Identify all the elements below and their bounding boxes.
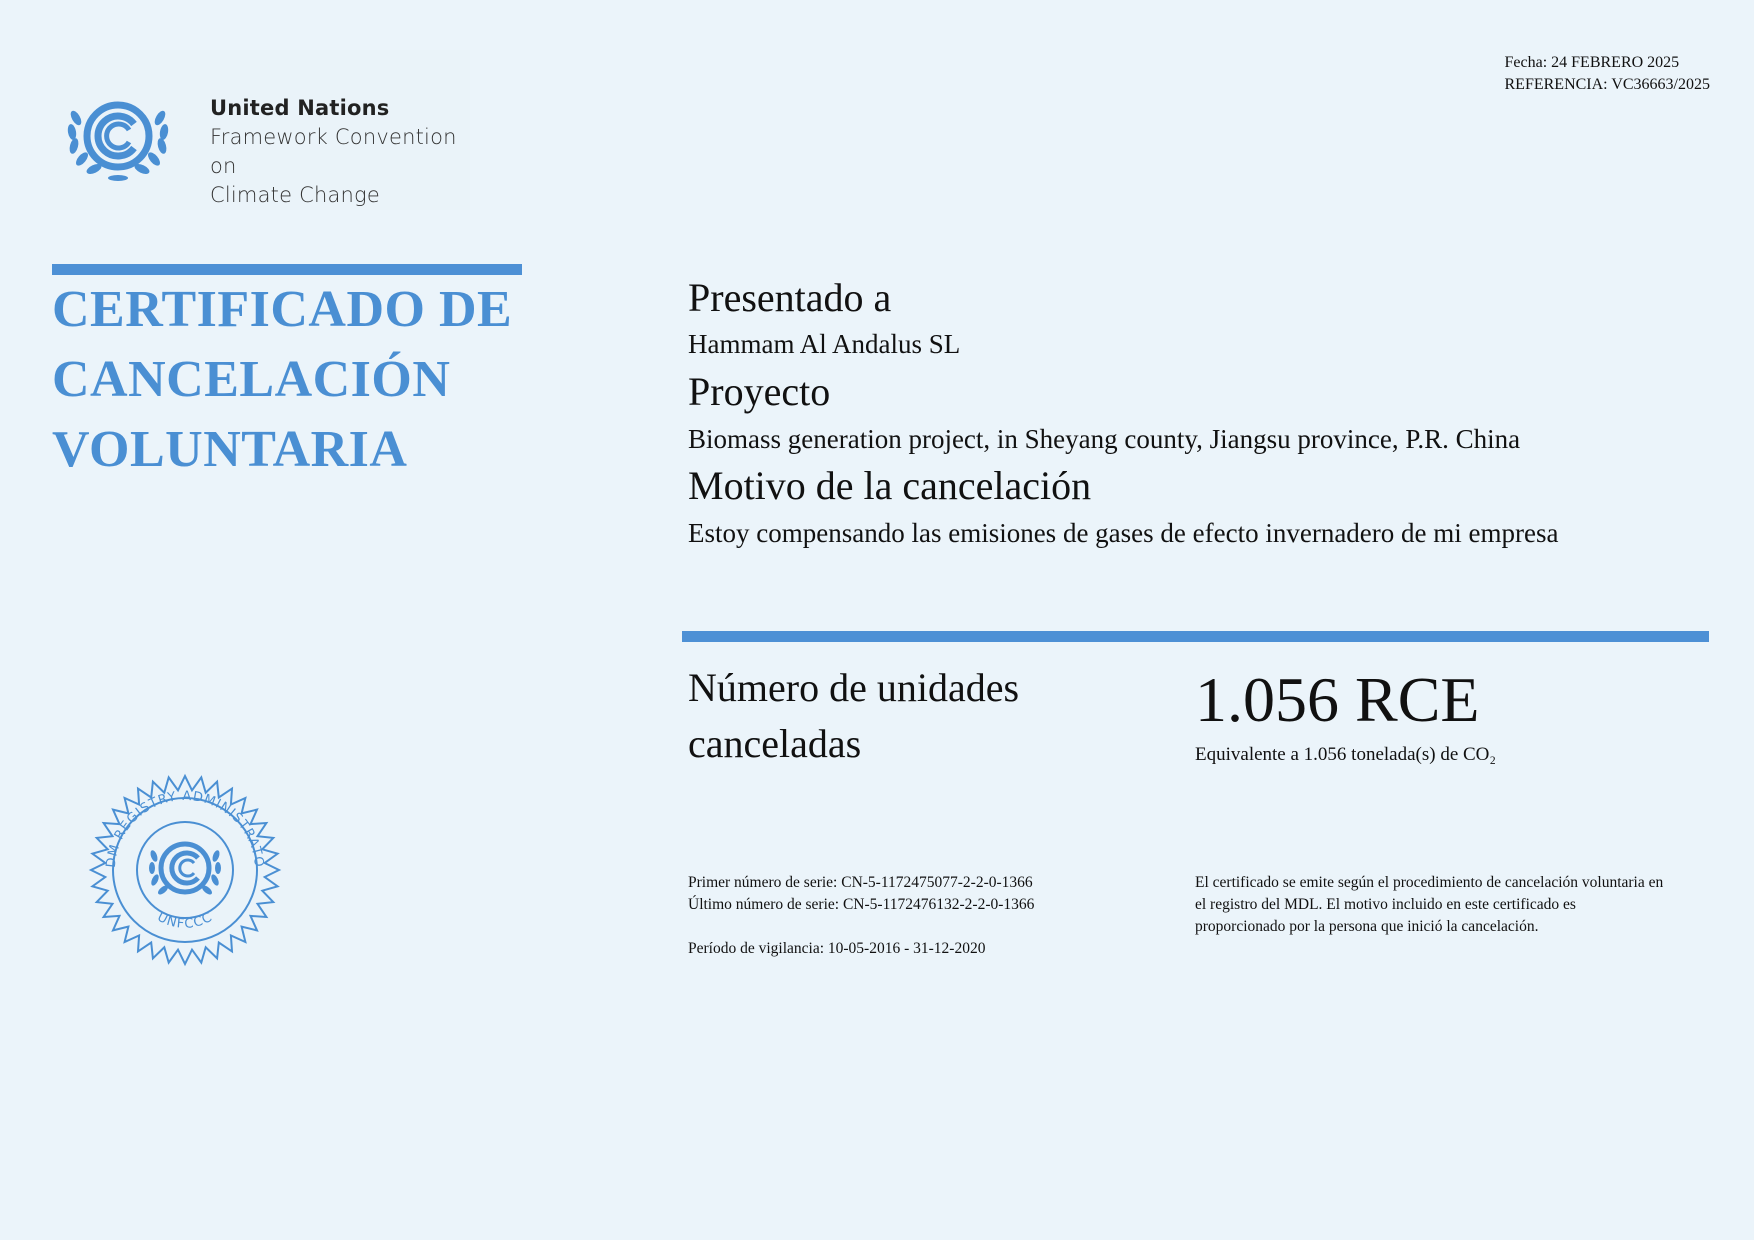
project-value: Biomass generation project, in Sheyang county, Jiangsu province, P.R. China [688,424,1521,454]
units-equivalent: Equivalente a 1.056 tonelada(s) de CO₂ [1195,744,1497,765]
units-label-line-1: Número de unidades [688,665,1020,710]
seal-bottom-text: UNFCCC [154,909,216,932]
presented-value: Hammam Al Andalus SL [688,329,961,359]
note-line-3: proporcionado por la persona que inició la cancelación. [1195,918,1539,935]
registry-seal [50,740,320,1000]
reason-label: Motivo de la cancelación [688,463,1092,508]
title-line-3: VOLUNTARIA [52,421,408,478]
units-divider [682,631,1709,642]
presented-label: Presentado a [688,275,892,320]
project-label: Proyecto [688,369,831,414]
certificate-note [1195,872,1715,938]
unfccc-emblem-icon [58,88,188,188]
first-serial: Primer número de serie: CN-5-1172475077-2-2-0-1366 [688,874,1033,891]
org-line-2: Framework Convention on [210,125,457,178]
cdm-seal-icon [50,740,320,1000]
org-name [210,94,470,210]
note-line-1: El certificado se emite según el procedimiento de cancelación voluntaria en [1195,874,1664,891]
units-value: 1.056 RCE [1195,664,1480,735]
certificate-meta [1505,52,1711,96]
units-label-line-2: canceladas [688,721,862,766]
seal-top-text: DM REGISTRY ADMINISTRATO [103,788,267,869]
svg-text:UNFCCC [155,910,216,932]
title-line-2: CANCELACIÓN [52,351,451,408]
title-line-1: CERTIFICADO DE [52,281,513,338]
certificate-title [52,275,552,485]
reason-value: Estoy compensando las emisiones de gases de efecto invernadero de mi empresa [688,518,1559,548]
monitoring-period: Período de vigilancia: 10-05-2016 - 31-12-2020 [688,940,986,957]
unfccc-logo [50,50,470,210]
seal-serrated-edge [91,776,279,964]
org-line-1: United Nations [210,96,390,120]
org-line-3: Climate Change [210,183,380,207]
serial-info [688,872,1034,960]
certificate-date: Fecha: 24 FEBRERO 2025 [1504,54,1680,71]
last-serial: Último número de serie: CN-5-1172476132-2-2-0-1366 [688,896,1035,913]
title-divider [52,264,522,275]
units-label [688,660,1108,772]
certificate-reference: REFERENCIA: VC36663/2025 [1504,76,1710,93]
note-line-2: el registro del MDL. El motivo incluido en este certificado es [1195,896,1576,913]
